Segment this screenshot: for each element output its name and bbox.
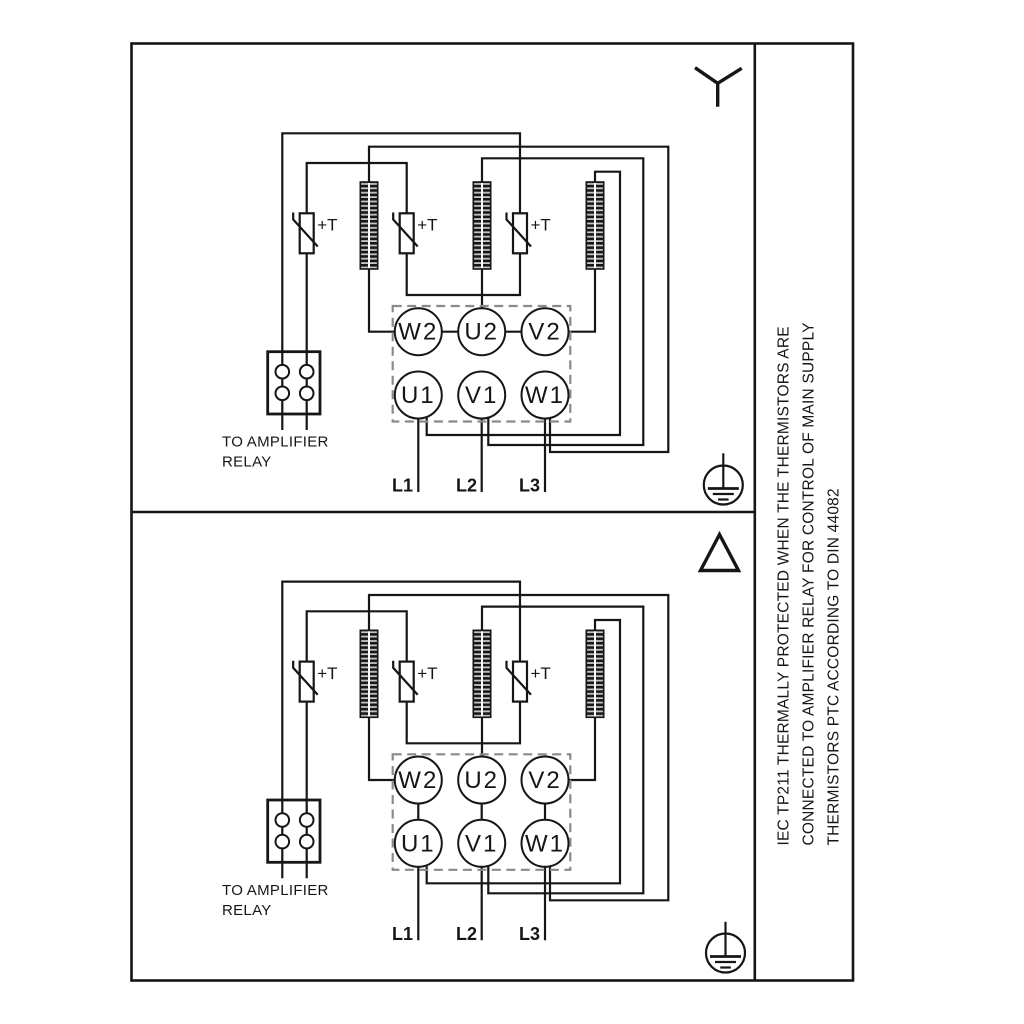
relay-note-line2: RELAY	[222, 901, 272, 919]
thermistor-label: +T	[317, 215, 338, 235]
terminal-v2	[522, 757, 569, 804]
side-note	[776, 322, 843, 845]
relay-pin	[300, 365, 314, 379]
thermistor-symbol	[507, 661, 551, 702]
terminal-label: U2	[464, 318, 500, 346]
thermistor-symbol	[393, 213, 437, 254]
terminal-u1	[395, 820, 442, 867]
side-note-line2: CONNECTED TO AMPLIFIER RELAY FOR CONTROL OF MAIN SUPPLY	[800, 322, 818, 846]
relay-box	[268, 800, 320, 862]
supply-line-label-l1: L1	[391, 475, 413, 496]
panel-star	[222, 133, 668, 495]
thermistor-symbol	[293, 661, 337, 702]
terminal-label: W1	[525, 382, 565, 409]
relay-pin	[276, 387, 290, 401]
terminal-label: U2	[464, 767, 500, 794]
winding-bar	[360, 182, 377, 269]
terminal-label: W2	[398, 318, 439, 346]
terminal-label: U1	[400, 830, 436, 858]
terminal-u1	[395, 372, 442, 419]
relay-connector	[268, 800, 320, 862]
terminal-v1	[458, 372, 505, 419]
ground-icon	[706, 922, 745, 973]
terminal-label: W2	[398, 767, 439, 794]
relay-pin	[300, 813, 314, 827]
relay-pin	[276, 813, 290, 827]
supply-line-label-l2: L2	[455, 475, 477, 496]
thermistor-label: +T	[417, 663, 438, 683]
supply-line-label-l3: L3	[518, 923, 540, 944]
terminal-label: W1	[525, 830, 565, 858]
thermistor-label: +T	[317, 663, 338, 683]
relay-box	[268, 352, 320, 414]
terminal-u2	[458, 757, 505, 804]
ground-icon	[704, 453, 743, 504]
terminal-label: V1	[465, 830, 499, 858]
relay-pin	[300, 387, 314, 401]
thermistor-label: +T	[417, 215, 438, 235]
winding-bar	[360, 630, 377, 717]
terminal-w1	[522, 820, 569, 867]
terminal-w2	[395, 757, 442, 804]
relay-note-line1: TO AMPLIFIER	[222, 433, 329, 451]
terminal-w2	[395, 308, 442, 355]
terminal-w1	[522, 372, 569, 419]
supply-line-label-l3: L3	[518, 475, 540, 496]
terminal-u2	[458, 308, 505, 355]
supply-line-label-l2: L2	[455, 923, 477, 944]
side-note-line3: THERMISTORS PTC ACCORDING TO DIN 44082	[825, 488, 843, 846]
terminal-label: V2	[528, 767, 562, 794]
winding-bar	[473, 182, 490, 269]
delta-bridge-links	[418, 804, 545, 820]
winding-bar	[473, 630, 490, 717]
terminal-label: V1	[465, 382, 499, 409]
star-connection-icon	[695, 68, 742, 107]
terminal-v1	[458, 820, 505, 867]
relay-pin	[276, 365, 290, 379]
thermistor-label: +T	[530, 215, 551, 235]
side-note-line1: IEC TP211 THERMALLY PROTECTED WHEN THE THERMISTORS ARE	[775, 326, 793, 846]
terminal-label: V2	[528, 318, 562, 346]
terminal-label: U1	[400, 382, 436, 409]
thermistor-symbol	[293, 213, 337, 254]
thermistor-symbol	[393, 661, 437, 702]
thermistor-label: +T	[530, 663, 551, 683]
relay-pin	[276, 835, 290, 849]
supply-line-label-l1: L1	[391, 923, 413, 944]
panel-delta	[222, 582, 668, 944]
relay-pin	[300, 835, 314, 849]
relay-note-line2: RELAY	[222, 453, 272, 471]
winding-bar	[586, 182, 603, 269]
thermistor-symbol	[507, 213, 551, 254]
relay-connector	[268, 352, 320, 414]
delta-connection-icon	[701, 535, 739, 571]
terminal-v2	[522, 308, 569, 355]
winding-bar	[586, 630, 603, 717]
relay-note-line1: TO AMPLIFIER	[222, 881, 329, 899]
